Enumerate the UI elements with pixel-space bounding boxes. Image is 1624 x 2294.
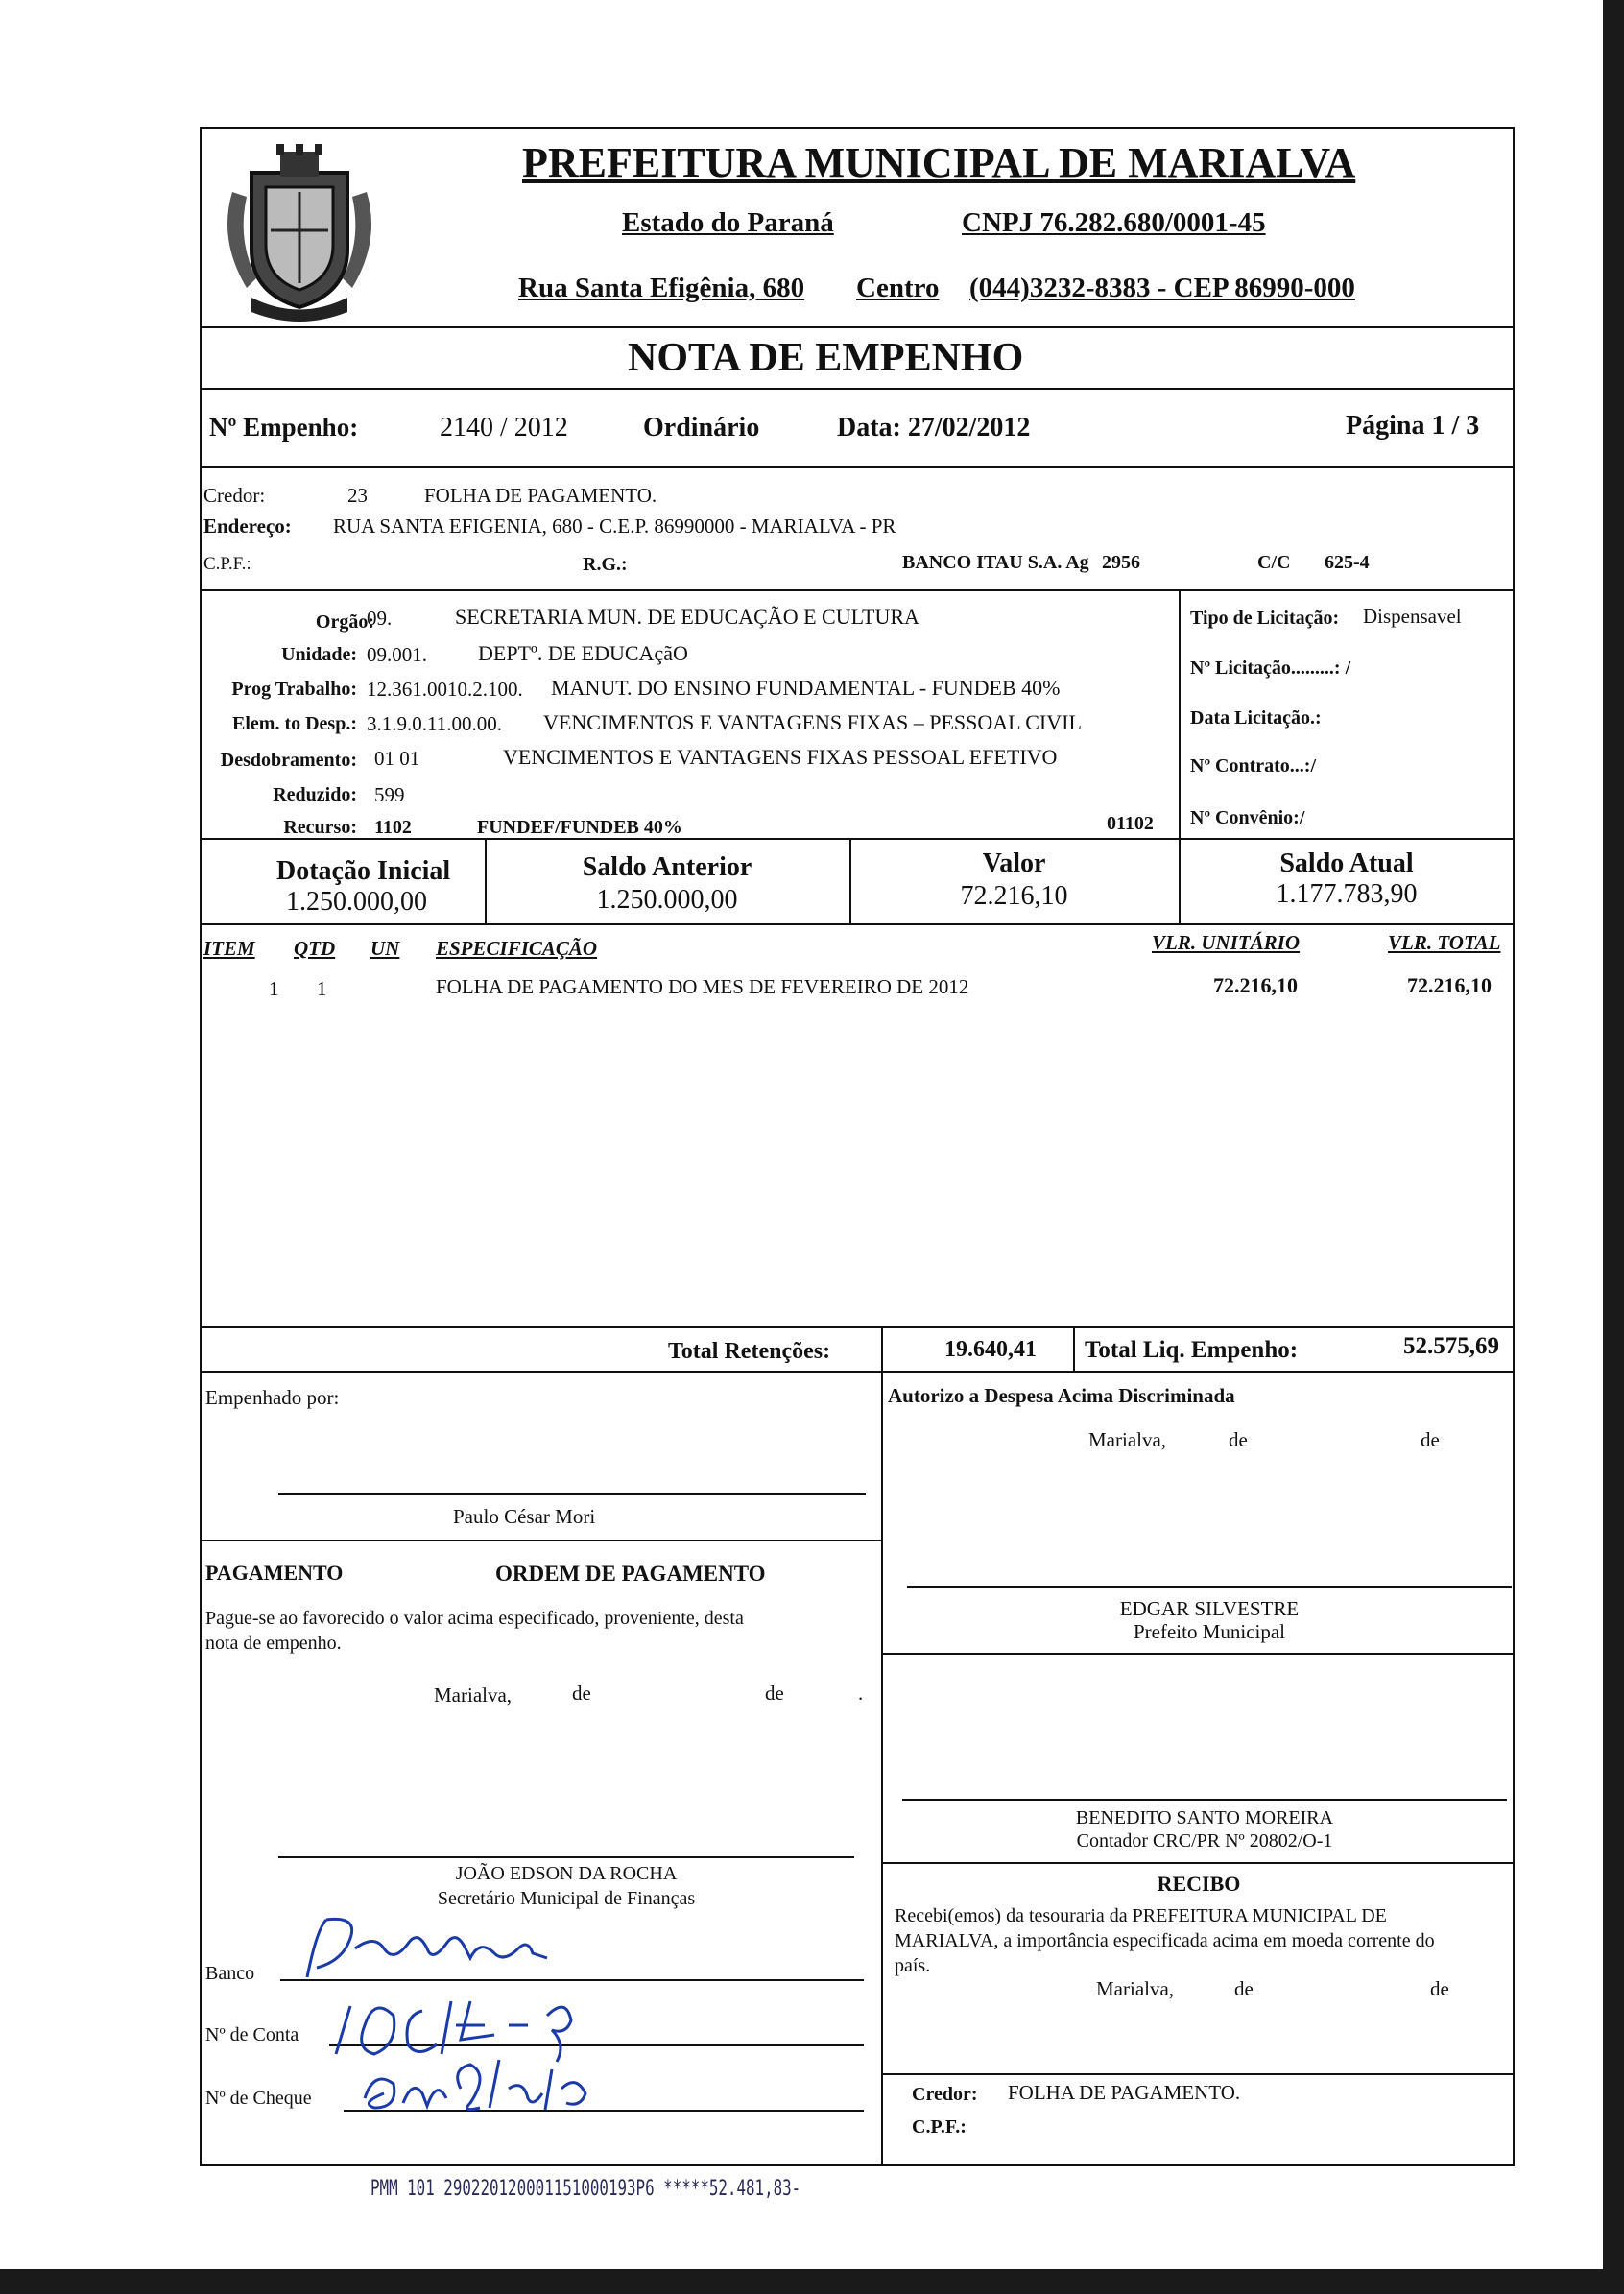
divider (200, 1540, 883, 1541)
pagamento-de2: de (765, 1682, 784, 1705)
numero-convenio: Nº Convênio:/ (1190, 807, 1305, 828)
bank-agency: 2956 (1102, 552, 1140, 573)
scan-edge-right (1603, 0, 1624, 2294)
divider (200, 388, 1515, 390)
saldo-atual-value: 1.177.783,90 (1276, 879, 1418, 909)
address-label: Endereço: (203, 514, 292, 538)
divider (200, 589, 1515, 591)
empenhado-signer: Paulo César Mori (453, 1505, 596, 1528)
cheque-handwritten-online (355, 2050, 605, 2127)
item-especificacao: FOLHA DE PAGAMENTO DO MES DE FEVEREIRO DE 2012 (436, 975, 969, 998)
reduzido-code: 599 (374, 783, 405, 806)
footer-auth-code: PMM 101 290220120001151000193P6 *****52.481,83- (370, 2177, 801, 2201)
col-un: UN (370, 937, 400, 960)
saldo-anterior-value: 1.250.000,00 (596, 885, 738, 915)
divider (200, 1326, 1515, 1328)
unidade-code: 09.001. (367, 643, 427, 666)
rg-label: R.G.: (583, 554, 628, 575)
data-licitacao: Data Licitação.: (1190, 707, 1322, 729)
desdobramento-label: Desdobramento: (220, 750, 357, 771)
divider (200, 1371, 1515, 1373)
col-vlr-total: VLR. TOTAL (1388, 931, 1501, 954)
pagamento-dot: . (858, 1682, 864, 1705)
header-state: Estado do Paraná (622, 207, 834, 238)
desdobramento-desc: VENCIMENTOS E VANTAGENS FIXAS PESSOAL EFETIVO (503, 745, 1058, 769)
scan-edge-bottom (0, 2269, 1624, 2294)
recibo-title: RECIBO (1157, 1872, 1241, 1896)
divider (881, 1326, 883, 2166)
divider (200, 326, 1515, 328)
header-phone-cep: (044)3232-8383 - CEP 86990-000 (969, 273, 1355, 303)
tipo-licitacao-label: Tipo de Licitação: (1190, 608, 1340, 629)
signature-line (907, 1586, 1512, 1588)
empenho-type: Ordinário (643, 413, 760, 442)
numero-licitacao: Nº Licitação.........: / (1190, 657, 1351, 679)
recibo-cpf-label: C.P.F.: (912, 2116, 967, 2138)
col-especificacao: ESPECIFICAÇÃO (436, 937, 598, 960)
pagamento-label: PAGAMENTO (205, 1561, 344, 1585)
recurso-label: Recurso: (283, 817, 357, 838)
divider (883, 1653, 1515, 1655)
desdobramento-code: 01 01 (374, 747, 420, 770)
contador-role: Contador CRC/PR Nº 20802/O-1 (1076, 1830, 1333, 1852)
empenho-date: Data: 27/02/2012 (837, 413, 1031, 442)
elemento-label: Elem. to Desp.: (232, 713, 357, 734)
unidade-desc: DEPTº. DE EDUCAçãO (478, 641, 688, 665)
tipo-licitacao-value: Dispensavel (1363, 605, 1462, 628)
recibo-text-3: país. (895, 1955, 931, 1976)
empenhado-label: Empenhado por: (205, 1386, 340, 1409)
empenho-page: Página 1 / 3 (1346, 411, 1480, 441)
header-title: PREFEITURA MUNICIPAL DE MARIALVA (522, 139, 1356, 186)
recibo-credor-value: FOLHA DE PAGAMENTO. (1008, 2081, 1241, 2104)
cpf-label: C.P.F.: (203, 554, 251, 574)
divider (883, 2073, 1515, 2075)
retencoes-label: Total Retenções: (668, 1339, 831, 1364)
autorizo-place: Marialva, (1088, 1428, 1167, 1451)
recurso-number: 01102 (1107, 813, 1154, 834)
cheque-label: Nº de Cheque (205, 2088, 312, 2109)
recibo-de1: de (1234, 1977, 1254, 2000)
valor-value: 72.216,10 (960, 881, 1068, 911)
prefeito-role: Prefeito Municipal (1133, 1620, 1286, 1643)
item-number: 1 (269, 977, 279, 1000)
saldo-atual-label: Saldo Atual (1279, 848, 1414, 878)
credor-code: 23 (347, 484, 368, 507)
autorizo-de2: de (1421, 1428, 1440, 1451)
dotacao-inicial-label: Dotação Inicial (276, 856, 451, 886)
recurso-desc: FUNDEF/FUNDEB 40% (477, 817, 682, 838)
item-vlr-total: 72.216,10 (1407, 973, 1492, 997)
recurso-code: 1102 (374, 817, 412, 838)
signature-line (902, 1799, 1507, 1801)
saldo-anterior-label: Saldo Anterior (582, 852, 752, 882)
divider (1179, 589, 1181, 838)
unidade-label: Unidade: (281, 644, 357, 665)
elemento-code: 3.1.9.0.11.00.00. (367, 712, 502, 735)
recibo-credor-label: Credor: (912, 2084, 978, 2105)
secretario-role: Secretário Municipal de Finanças (437, 1888, 696, 1909)
pagamento-place: Marialva, (434, 1684, 513, 1707)
divider (1073, 1326, 1075, 1371)
autorizo-de1: de (1229, 1428, 1248, 1451)
divider (883, 1862, 1515, 1864)
empenho-label: Nº Empenho: (209, 413, 359, 442)
divider (200, 838, 1515, 840)
signature-line (278, 1493, 866, 1495)
item-qtd: 1 (317, 977, 327, 1000)
conta-label: Nº de Conta (205, 2024, 299, 2045)
recibo-text-2: MARIALVA, a importância especificada acima em moeda corrente do (895, 1930, 1435, 1951)
liquido-value: 52.575,69 (1403, 1333, 1499, 1359)
item-vlr-unitario: 72.216,10 (1213, 973, 1298, 997)
divider (200, 923, 1515, 925)
header-address: Rua Santa Efigênia, 680 (518, 273, 805, 303)
prefeito-signer: EDGAR SILVESTRE (1119, 1597, 1300, 1620)
bank-name: BANCO ITAU S.A. Ag (902, 552, 1089, 573)
credor-label: Credor: (203, 484, 266, 507)
pagamento-text-1: Pague-se ao favorecido o valor acima especificado, proveniente, desta (205, 1608, 744, 1629)
dotacao-inicial-value: 1.250.000,00 (286, 887, 427, 917)
ordem-pagamento-title: ORDEM DE PAGAMENTO (495, 1562, 766, 1586)
credor-address: RUA SANTA EFIGENIA, 680 - C.E.P. 86990000 - MARIALVA - PR (333, 514, 896, 538)
pagamento-de1: de (572, 1682, 591, 1705)
autorizo-label: Autorizo a Despesa Acima Discriminada (888, 1384, 1235, 1407)
col-qtd: QTD (294, 937, 336, 960)
contador-signer: BENEDITO SANTO MOREIRA (1075, 1807, 1334, 1828)
signature-line (278, 1856, 854, 1858)
elemento-desc: VENCIMENTOS E VANTAGENS FIXAS – PESSOAL CIVIL (543, 710, 1082, 734)
banco-label: Banco (205, 1963, 255, 1984)
orgao-code: 09. (367, 607, 393, 630)
cc-number: 625-4 (1325, 552, 1370, 573)
credor-name: FOLHA DE PAGAMENTO. (424, 484, 657, 507)
orgao-label: Orgão: (315, 611, 374, 633)
liquido-label: Total Liq. Empenho: (1085, 1337, 1299, 1363)
header-district: Centro (856, 273, 940, 303)
recibo-text-1: Recebi(emos) da tesouraria da PREFEITURA MUNICIPAL DE (895, 1905, 1387, 1926)
cc-label: C/C (1257, 552, 1291, 573)
header-cnpj: CNPJ 76.282.680/0001-45 (962, 207, 1266, 238)
retencoes-value: 19.640,41 (944, 1337, 1037, 1362)
reduzido-label: Reduzido: (273, 784, 357, 805)
orgao-desc: SECRETARIA MUN. DE EDUCAÇÃO E CULTURA (455, 605, 919, 629)
prog-trabalho-label: Prog Trabalho: (231, 679, 357, 700)
prog-trabalho-desc: MANUT. DO ENSINO FUNDAMENTAL - FUNDEB 40% (551, 676, 1061, 700)
recibo-place: Marialva, (1096, 1977, 1175, 2000)
recibo-de2: de (1430, 1977, 1449, 2000)
col-item: ITEM (203, 937, 255, 960)
valor-label: Valor (982, 848, 1046, 878)
prog-trabalho-code: 12.361.0010.2.100. (367, 678, 523, 701)
col-vlr-unitario: VLR. UNITÁRIO (1152, 931, 1301, 954)
divider (200, 466, 1515, 468)
pagamento-text-2: nota de empenho. (205, 1633, 342, 1654)
numero-contrato: Nº Contrato...:/ (1190, 755, 1317, 777)
banco-handwritten-signature (288, 1910, 576, 1987)
doc-title: NOTA DE EMPENHO (628, 336, 1024, 380)
empenho-number: 2140 / 2012 (440, 413, 568, 442)
secretario-signer: JOÃO EDSON DA ROCHA (455, 1863, 678, 1884)
